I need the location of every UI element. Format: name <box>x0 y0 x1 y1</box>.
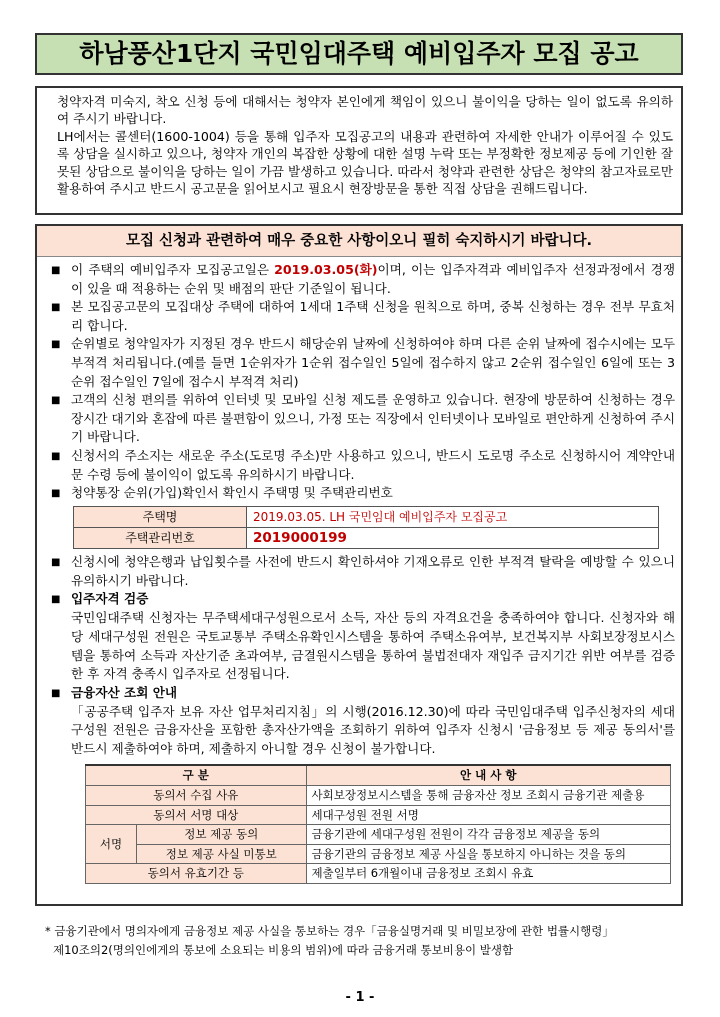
housing-name-label: 주택명 <box>74 507 247 528</box>
notice-header: 모집 신청과 관련하여 매우 중요한 사항이오니 필히 숙지하시기 바랍니다. <box>37 226 681 257</box>
table-row: 동의서 수집 사유 사회보장정보시스템을 통해 금융자산 정보 조회시 금융기관 제출용 <box>86 786 671 806</box>
column-header: 구 분 <box>86 765 307 785</box>
table-row: 서명 정보 제공 동의 금융기관에 세대구성원 전원이 각각 금융정보 제공을 동의 <box>86 825 671 845</box>
table-row <box>74 528 659 549</box>
financial-text: 「공공주택 입주자 보유 자산 업무처리지침」의 시행(2016.12.30)에 따라 국민임대주택 입주신청자의 세대구성원 전원은 금융자산을 포함한 총자산가액을 조회하기 위하여 입주자 신청시 '금융정보 등 제공 동의서'를 반드시 제출하여야 하며, 제출하지 아니할 경우 신청이 불가합니다. <box>71 703 675 756</box>
notice-content <box>37 257 681 884</box>
table-row: 동의서 유효기간 등 제출일부터 6개월이내 금융정보 조회시 유효 <box>86 864 671 884</box>
list-item: ■ 고객의 신청 편의를 위하여 인터넷 및 모바일 신청 제도를 운영하고 있습니다. 현장에 방문하여 신청하는 경우 장시간 대기와 혼잡에 따른 불편함이 있으니, 가정 또는 직장에서 인터넷이나 모바일로 편안하게 신청하여 주시기 바랍니다. <box>51 391 675 447</box>
square-bullet-icon: ■ <box>51 265 61 276</box>
table-row <box>74 507 659 528</box>
column-header: 안 내 사 항 <box>306 765 670 785</box>
list-item: ■ 순위별로 청약일자가 지정된 경우 반드시 해당순위 날짜에 신청하여야 하며 다른 순위 날짜에 접수시에는 모두 부적격 처리됩니다.(예를 들면 1순위자가 1순위 접수일인 5일에 접수하지 않고 2순위 접수일인 6일에 또는 3순위 접수일인 7일에 접수시 부적격 처리) <box>51 335 675 391</box>
housing-id-value: 2019000199 <box>247 528 659 549</box>
list-item: ■ 이 주택의 예비입주자 모집공고일은 2019.03.05(화)이며, 이는 입주자격과 예비입주자 선정과정에서 경쟁이 있을 때 적용하는 순위 및 배점의 판단 기준일이 됩니다. <box>51 261 675 298</box>
footnote: * 금융기관에서 명의자에게 금융정보 제공 사실을 통보하는 경우「금융실명거래 및 비밀보장에 관한 법률시행령」 제10조의2(명의인에게의 통보에 소요되는 비용의 범위)에 따라 금융거래 통보비용이 발생함 <box>45 924 614 957</box>
square-bullet-icon: ■ <box>51 450 61 462</box>
list-item: ■ 본 모집공고문의 모집대상 주택에 대하여 1세대 1주택 신청을 원칙으로 하며, 중복 신청하는 경우 전부 무효처리 합니다. <box>51 298 675 335</box>
housing-id-label: 주택관리번호 <box>74 528 247 549</box>
housing-name-value: 2019.03.05. LH 국민임대 예비입주자 모집공고 <box>247 507 659 528</box>
section-heading: ■ 금융자산 조회 안내 <box>51 684 675 703</box>
eligibility-text: 국민임대주택 신청자는 무주택세대구성원으로서 소득, 자산 등의 자격요건을 충족하여야 합니다. 신청자와 해당 세대구성원 전원은 국토교통부 주택소유확인시스템을 통하여 주택소유여부, 보건복지부 사회보장정보시스템을 통하여 소득과 자산기준 초과여부, 금결원시스템을 통하여 불법전대자 재입주 금지기간 위반 여부를 검증한 후 자격 충족시 입주자로 선정됩니다. <box>71 610 675 682</box>
table-header-row <box>86 765 671 785</box>
important-notice-section <box>35 224 683 906</box>
intro-paragraph: LH에서는 콜센터(1600-1004) 등을 통해 입주자 모집공고의 내용과 관련하여 자세한 안내가 이루어질 수 있도록 상담을 실시하고 있으나, 청약자 개인의 복잡한 상황에 대한 설명 누락 또는 부정확한 정보제공 등에 기인한 잘못된 상담으로 불이익을 당하는 일이 가끔 발생하고 있습니다. 따라서 청약과 관련한 상담은 청약의 참고자료로만 활용하여 주시고 반드시 공고문을 읽어보시고 필요시 현장방문을 통한 직접 상담을 권해드립니다. <box>57 128 673 197</box>
financial-consent-table <box>85 764 671 884</box>
list-item: ■ 청약통장 순위(가입)확인서 확인시 주택명 및 주택관리번호 <box>51 484 675 503</box>
announcement-date: 2019.03.05(화) <box>274 262 378 277</box>
section-heading: ■ 입주자격 검증 <box>51 590 675 609</box>
square-bullet-icon: ■ <box>51 339 61 351</box>
square-bullet-icon: ■ <box>51 687 61 699</box>
list-item: ■ 신청서의 주소지는 새로운 주소(도로명 주소)만 사용하고 있으니, 반드시 도로명 주소로 신청하시어 계약안내문 수령 등에 불이익이 없도록 유의하시기 바랍니다. <box>51 447 675 484</box>
square-bullet-icon: ■ <box>51 302 61 314</box>
table-row: 동의서 서명 대상 세대구성원 전원 서명 <box>86 805 671 825</box>
intro-paragraph: 청약자격 미숙지, 착오 신청 등에 대해서는 청약자 본인에게 책임이 있으니 불이익을 당하는 일이 없도록 유의하여 주시기 바랍니다. <box>57 94 673 127</box>
square-bullet-icon: ■ <box>51 594 61 606</box>
square-bullet-icon: ■ <box>51 488 61 500</box>
page-title: 하남풍산1단지 국민임대주택 예비입주자 모집 공고 <box>35 33 683 75</box>
page-number: - 1 - <box>345 990 375 1005</box>
square-bullet-icon: ■ <box>51 557 61 569</box>
housing-info-table <box>73 506 659 549</box>
intro-notice <box>35 86 683 215</box>
square-bullet-icon: ■ <box>51 395 61 407</box>
list-item: ■ 신청시에 청약은행과 납입횟수를 사전에 반드시 확인하셔야 기재오류로 인한 부적격 탈락을 예방할 수 있으니 유의하시기 바랍니다. <box>51 553 675 590</box>
table-row: 정보 제공 사실 미통보 금융기관의 금융정보 제공 사실을 통보하지 아니하는 것을 동의 <box>86 844 671 864</box>
